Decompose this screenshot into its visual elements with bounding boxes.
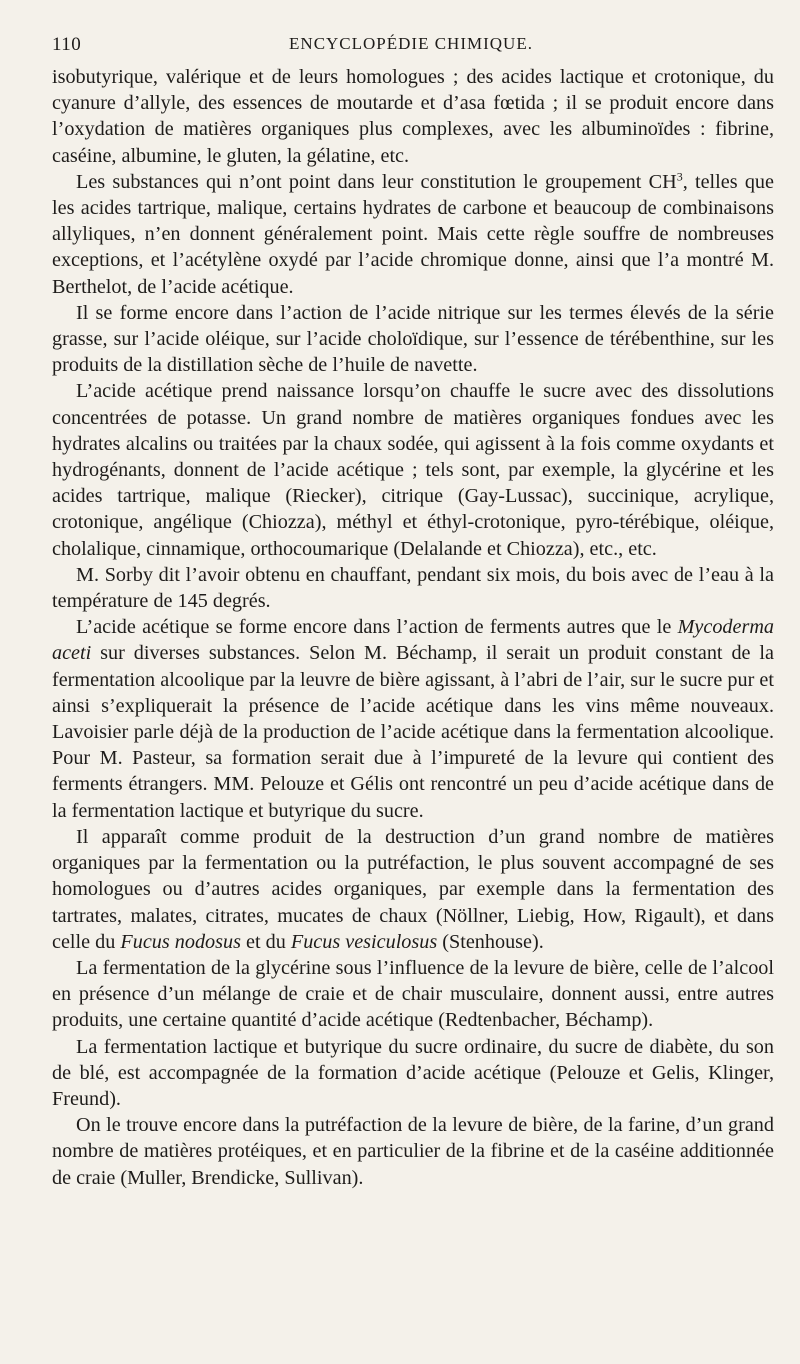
paragraph-3: Il se forme encore dans l’action de l’acide nitrique sur les termes élevés de la série grasse, sur l’acide oléique, sur l’acide choloïdique, sur l’essence de térébenthine, sur les produits de la distillation sèche de l’huile de navette. <box>52 301 774 377</box>
italic-species-name: Mycoderma aceti <box>52 616 774 665</box>
paragraph-8: La fermentation de la glycérine sous l’influence de la levure de bière, celle de l’alcool en présence d’un mélange de craie et de chair musculaire, donnent aussi, entre autres produits, une certaine quantité d’acide acétique (Redtenbacher, Béchamp). <box>52 956 774 1032</box>
paragraph-7-text-b: et du <box>240 930 291 953</box>
paragraph-1: isobutyrique, valérique et de leurs homologues ; des acides lactique et crotonique, du cyanure d’allyle, des essences de moutarde et d’asa fœtida ; il se produit encore dans l’oxydation de matières organiques plus complexes, avec les albuminoïdes : fibrine, caséine, albumine, le gluten, la gélatine, etc. <box>52 66 774 167</box>
italic-species-name-1: Fucus nodosus <box>120 930 241 953</box>
paragraph-2 <box>52 169 774 300</box>
page-number: 110 <box>52 34 82 55</box>
italic-species-name-2: Fucus vesiculosus <box>290 930 438 953</box>
paragraph-6-text-b: sur diverses substances. Selon M. Béchamp, il serait un produit constant de la fermentation alcoolique par la leuvre de bière agissant, à l’abri de l’air, sur le sucre pur et ainsi s’expliquerait la présence de l’acide acétique dans les vins même nouveaux. Lavoisier parle déjà de la production de l’acide acétique dans la fermentation alcoolique. Pour M. Pasteur, sa formation serait due à l’impureté de la levure qui contient des ferments étrangers. MM. Pelouze et Gélis ont rencontré un peu d’acide acétique dans de la fermentation lactique et butyrique du sucre. <box>52 642 774 822</box>
page-header <box>52 34 770 58</box>
paragraph-6 <box>52 614 774 824</box>
paragraph-6-text-a: L’acide acétique se forme encore dans l’action de ferments autres que le <box>76 616 678 639</box>
superscript-3: 3 <box>676 169 683 184</box>
paragraph-7-text-a: Il apparaît comme produit de la destruction d’un grand nombre de matières organiques par la fermentation ou la putréfaction, le plus souvent accompagné de ses homologues ou d’autres acides organiques, par exemple dans la fermentation des tartrates, malates, citrates, mucates de chaux (Nöllner, Liebig, How, Rigault), et dans celle du <box>52 825 774 953</box>
page-body <box>52 64 774 1191</box>
paragraph-5: M. Sorby dit l’avoir obtenu en chauffant, pendant six mois, du bois avec de l’eau à la température de 145 degrés. <box>52 563 774 613</box>
running-title: ENCYCLOPÉDIE CHIMIQUE. <box>289 34 533 53</box>
paragraph-7 <box>52 824 774 955</box>
paragraph-7-text-c: (Stenhouse). <box>437 930 544 953</box>
paragraph-2-text-b: , telles que les acides tartrique, malique, certains hydrates de carbone et beaucoup de combinaisons allyliques, n’en donnent généralement point. Mais cette règle souffre de nombreuses exceptions, et l’acétylène oxydé par l’acide chromique donne, ainsi que l’a montré M. Berthelot, de l’acide acétique. <box>52 170 774 298</box>
paragraph-4: L’acide acétique prend naissance lorsqu’on chauffe le sucre avec des dissolutions concentrées de potasse. Un grand nombre de matières organiques fondues avec les hydrates alcalins ou traitées par la chaux sodée, qui agissent à la fois comme oxydants et hydrogénants, donnent de l’acide acétique ; tels sont, par exemple, la glycérine et les acides tartrique, malique (Riecker), citrique (Gay-Lussac), succinique, acrylique, crotonique, angélique (Chiozza), méthyl et éthyl-crotonique, pyro-térébique, oléique, cholalique, cinnamique, orthocoumarique (Delalande et Chiozza), etc., etc. <box>52 380 774 560</box>
paragraph-9: La fermentation lactique et butyrique du sucre ordinaire, du sucre de diabète, du son de blé, est accompagnée de la formation d’acide acétique (Pelouze et Gelis, Klinger, Freund). <box>52 1035 774 1110</box>
paragraph-2-text-a: Les substances qui n’ont point dans leur constitution le groupement CH <box>76 170 677 193</box>
paragraph-10: On le trouve encore dans la putréfaction de la levure de bière, de la farine, d’un grand nombre de matières protéiques, et en particulier de la fibrine et de la caséine additionnée de craie (Muller, Brendicke, Sullivan). <box>52 1114 774 1189</box>
